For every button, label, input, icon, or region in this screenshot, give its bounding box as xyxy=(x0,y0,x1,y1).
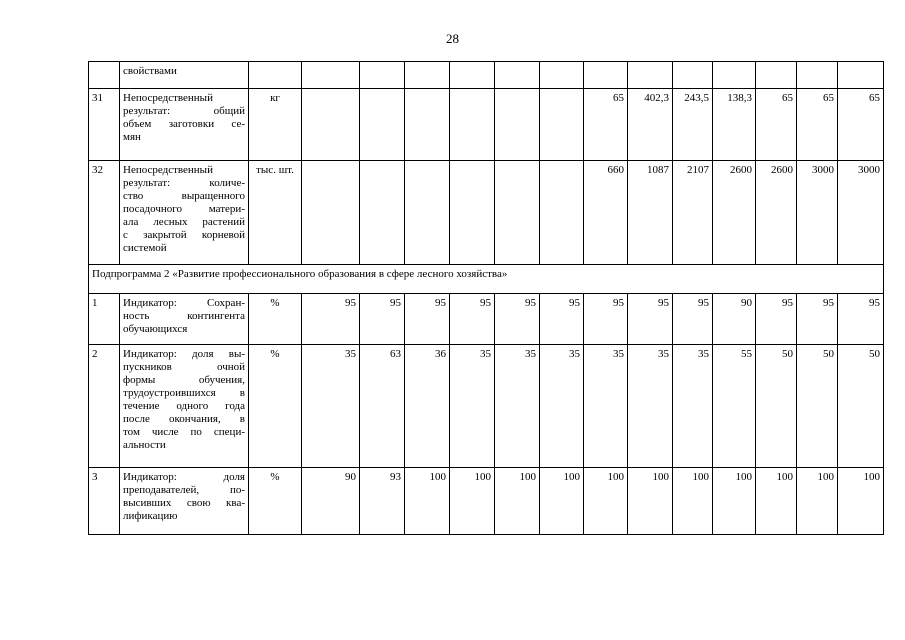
value-cell xyxy=(713,62,756,89)
value-cell xyxy=(302,161,360,265)
value-cell: 3000 xyxy=(797,161,838,265)
value-cell: 95 xyxy=(628,294,673,345)
value-cell: 3000 xyxy=(838,161,884,265)
indicator-name-line: лификацию xyxy=(123,510,178,522)
value-cell: 90 xyxy=(302,468,360,535)
value-cell: 100 xyxy=(838,468,884,535)
table-row xyxy=(89,62,884,89)
value-cell: 35 xyxy=(584,345,628,468)
subprogram-title: Подпрограмма 2 «Развитие профессионального образования в сфере лесного хозяйства» xyxy=(89,265,884,294)
value-cell xyxy=(797,62,838,89)
value-cell xyxy=(838,62,884,89)
indicator-name-line: том числе по специ- xyxy=(123,426,245,438)
indicator-name-line: обучающихся xyxy=(123,323,188,335)
value-cell: 65 xyxy=(584,89,628,161)
value-cell: 243,5 xyxy=(673,89,713,161)
indicator-name-line: ала лесных растений xyxy=(123,216,245,228)
indicator-name-line: ство выращенного xyxy=(123,190,245,202)
indicator-name-line: Непосредственный xyxy=(123,92,213,104)
value-cell xyxy=(540,62,584,89)
indicator-name-line: пускников очной xyxy=(123,361,245,373)
value-cell: 100 xyxy=(673,468,713,535)
indicator-name-cell xyxy=(120,345,249,468)
value-cell: 50 xyxy=(797,345,838,468)
value-cell: 95 xyxy=(838,294,884,345)
value-cell: 100 xyxy=(628,468,673,535)
value-cell xyxy=(584,62,628,89)
unit-cell: % xyxy=(249,345,302,468)
indicator-name-line: высивших свою ква- xyxy=(123,497,245,509)
row-index-cell xyxy=(89,62,120,89)
value-cell: 2107 xyxy=(673,161,713,265)
value-cell: 100 xyxy=(713,468,756,535)
value-cell: 35 xyxy=(628,345,673,468)
indicator-name-line: течение одного года xyxy=(123,400,245,412)
value-cell: 63 xyxy=(360,345,405,468)
value-cell: 95 xyxy=(405,294,450,345)
value-cell xyxy=(495,161,540,265)
value-cell xyxy=(495,62,540,89)
table-row xyxy=(89,89,884,161)
value-cell xyxy=(405,89,450,161)
indicator-name-cell xyxy=(120,161,249,265)
value-cell: 50 xyxy=(756,345,797,468)
value-cell: 90 xyxy=(713,294,756,345)
value-cell: 95 xyxy=(302,294,360,345)
value-cell: 93 xyxy=(360,468,405,535)
value-cell: 35 xyxy=(673,345,713,468)
value-cell: 2600 xyxy=(756,161,797,265)
value-cell: 95 xyxy=(584,294,628,345)
indicator-name-line: Непосредственный xyxy=(123,164,213,176)
indicator-name-line: мян xyxy=(123,131,141,143)
value-cell: 35 xyxy=(495,345,540,468)
value-cell xyxy=(360,161,405,265)
unit-cell xyxy=(249,62,302,89)
value-cell: 65 xyxy=(797,89,838,161)
value-cell: 100 xyxy=(450,468,495,535)
value-cell: 95 xyxy=(797,294,838,345)
value-cell xyxy=(450,161,495,265)
unit-cell: % xyxy=(249,468,302,535)
indicator-name-cell xyxy=(120,62,249,89)
value-cell: 660 xyxy=(584,161,628,265)
value-cell: 402,3 xyxy=(628,89,673,161)
indicator-name-line: системой xyxy=(123,242,167,254)
value-cell: 1087 xyxy=(628,161,673,265)
value-cell xyxy=(495,89,540,161)
value-cell: 95 xyxy=(450,294,495,345)
value-cell: 35 xyxy=(540,345,584,468)
value-cell: 55 xyxy=(713,345,756,468)
value-cell: 65 xyxy=(756,89,797,161)
table-row xyxy=(89,468,884,535)
indicator-name-line: посадочного матери- xyxy=(123,203,245,215)
indicator-name-line: после окончания, в xyxy=(123,413,245,425)
row-index-cell: 3 xyxy=(89,468,120,535)
value-cell xyxy=(540,89,584,161)
indicator-name-line: Индикатор: доля вы- xyxy=(123,348,245,360)
indicator-name-line: Индикатор: доля xyxy=(123,471,245,483)
value-cell xyxy=(450,62,495,89)
indicator-name-line: преподавателей, по- xyxy=(123,484,245,496)
value-cell xyxy=(450,89,495,161)
value-cell: 95 xyxy=(360,294,405,345)
value-cell xyxy=(756,62,797,89)
indicator-name-line: Индикатор: Сохран- xyxy=(123,297,245,309)
value-cell xyxy=(540,161,584,265)
value-cell: 50 xyxy=(838,345,884,468)
indicator-name-cell xyxy=(120,468,249,535)
value-cell: 95 xyxy=(495,294,540,345)
table-row xyxy=(89,294,884,345)
indicator-name-cell xyxy=(120,89,249,161)
page-number: 28 xyxy=(446,31,459,46)
value-cell: 100 xyxy=(797,468,838,535)
value-cell: 100 xyxy=(584,468,628,535)
indicator-name-line: результат: количе- xyxy=(123,177,245,189)
value-cell xyxy=(673,62,713,89)
value-cell: 95 xyxy=(756,294,797,345)
value-cell: 2600 xyxy=(713,161,756,265)
indicator-name-line: результат: общий xyxy=(123,105,245,117)
value-cell xyxy=(405,62,450,89)
indicator-name-line: формы обучения, xyxy=(123,374,245,386)
row-index-cell: 2 xyxy=(89,345,120,468)
unit-cell: % xyxy=(249,294,302,345)
value-cell: 100 xyxy=(495,468,540,535)
value-cell: 36 xyxy=(405,345,450,468)
indicator-name-line: с закрытой корневой xyxy=(123,229,245,241)
table-row xyxy=(89,161,884,265)
indicator-name-line: трудоустроившихся в xyxy=(123,387,245,399)
unit-cell: кг xyxy=(249,89,302,161)
value-cell xyxy=(302,62,360,89)
value-cell: 100 xyxy=(540,468,584,535)
value-cell xyxy=(360,62,405,89)
value-cell: 138,3 xyxy=(713,89,756,161)
indicator-name-cell xyxy=(120,294,249,345)
row-index-cell: 1 xyxy=(89,294,120,345)
indicator-name-line: свойствами xyxy=(123,65,177,77)
indicators-table xyxy=(88,61,884,535)
indicator-name-line: ность контингента xyxy=(123,310,245,322)
table-row xyxy=(89,345,884,468)
row-index-cell: 31 xyxy=(89,89,120,161)
value-cell: 100 xyxy=(756,468,797,535)
value-cell: 65 xyxy=(838,89,884,161)
value-cell: 35 xyxy=(450,345,495,468)
value-cell: 95 xyxy=(673,294,713,345)
value-cell: 100 xyxy=(405,468,450,535)
indicator-name-line: альности xyxy=(123,439,166,451)
unit-cell: тыс. шт. xyxy=(249,161,302,265)
value-cell: 95 xyxy=(540,294,584,345)
indicator-name-line: объем заготовки се- xyxy=(123,118,245,130)
value-cell xyxy=(628,62,673,89)
value-cell xyxy=(405,161,450,265)
value-cell xyxy=(302,89,360,161)
subprogram-row xyxy=(89,265,884,294)
value-cell: 35 xyxy=(302,345,360,468)
row-index-cell: 32 xyxy=(89,161,120,265)
value-cell xyxy=(360,89,405,161)
